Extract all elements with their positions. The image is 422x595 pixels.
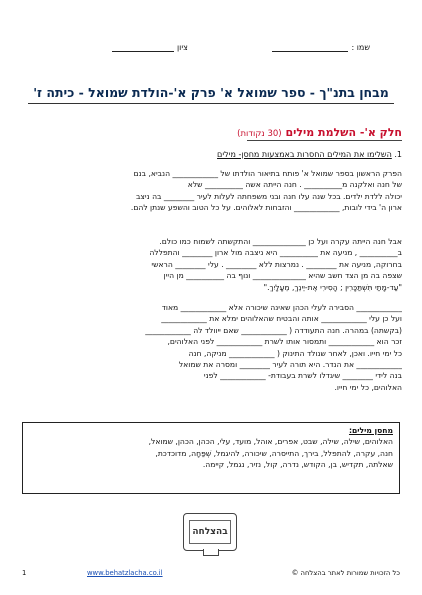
part-points: (30 נקודות) — [237, 129, 282, 139]
paragraph-line: אבל חנה הייתה עקרה ועל כן ______________ והתקשתה לשמוח כמו כולם. — [159, 237, 402, 246]
paragraph-line: של חנה ואלקנה מ__________ . חנה הייתה אשה __________ שלא — [187, 180, 402, 190]
paragraph-2 — [28, 236, 402, 293]
page-number: 1 — [22, 569, 27, 577]
instructions-text: השלימו את המילים החסרות באמצעות מחסן- מילים — [217, 150, 392, 159]
grade-blank-line[interactable] — [112, 41, 174, 52]
logo-text: בהצלחה — [189, 520, 231, 544]
paragraph-line: האלוהים, כל ימי חייו. — [334, 382, 402, 392]
paragraph-line: בנה לידי ________ שיגדלו לשרת בעבודת- ____________ לפני — [203, 371, 402, 381]
question-number: 1. — [394, 150, 402, 159]
paragraph-line: (בקשתה) במהרה. חנה התעודדה ( ____________ שאם ייוולד לה ____________ — [145, 325, 402, 335]
name-blank-line[interactable] — [272, 41, 348, 52]
paragraph-line: יכולה ללדת ילדים. בכל שנה עלו חנה ובני משפחתה לעלות לעיר ________ בה ניצב — [136, 191, 402, 201]
paragraph-line: כל ימי חייו. ואכן, לאחר שנולד התינוק ( ____________ מניקה, חנה — [188, 348, 402, 358]
paragraph-line: ועל כן עלי ____________ אותה והבטיח שהאלוהים ימלא את ____________ — [161, 314, 402, 324]
logo-tab-shape — [203, 549, 219, 556]
part-heading — [237, 126, 402, 139]
page-footer — [22, 569, 400, 579]
paragraph-line: ____________ את הנדר. היא תורה לעיר ________ ומסרה את שמואל — [178, 359, 402, 369]
paragraph-line: שצפה בה מן הצד חשב שהיא ______________ ונוף בה __________ מן היין — [163, 271, 402, 281]
paragraph-line: הפרק הראשון בספר שמואל א' פותח בתיאור הולדתו של ____________ הנביא, בנם — [133, 169, 402, 178]
part-title-text: חלק א'- השלמת מילים — [285, 126, 402, 139]
word-bank-line: האלוהים, שילה, שילה, שבט, אפרים, אוהל, מועד, עלי, הכהן, הכהן, שמואל, — [148, 437, 393, 446]
website-link[interactable]: www.behatzlacha.co.il — [87, 569, 163, 577]
word-bank-title: מחסן מילים: — [348, 426, 393, 435]
paragraph-line: בחרוקה, מניעה את ________ . נמרצות ללא ________ . עלי ________ הראשי — [151, 259, 402, 269]
word-bank-line: שאלתה, תקדיש, בן, הקודש, נדרה, קול, נזיר, נגמל, קיימה. — [202, 460, 393, 469]
grade-field[interactable] — [112, 41, 188, 52]
paragraph-line: ב__________ , מניעה את __________ היא ניצבה מול ארון ________ והתפללה — [149, 248, 402, 258]
word-bank-box — [22, 422, 400, 494]
grade-label: ציון — [177, 43, 188, 52]
part-divider — [247, 140, 402, 141]
name-label: שמו : — [351, 43, 370, 52]
paragraph-line: זכר הוא ____________ ותמסור אותו לשרת ____________ לפני האלוהים, — [167, 337, 402, 347]
title-divider — [28, 103, 394, 104]
question-instructions — [217, 150, 402, 159]
word-bank-line: חנה, עקרה, להתפלל, בירך, התייסרה, שיכורה, להיגמל, שְׁפַּחָה, מדוכדכת, — [155, 448, 393, 458]
name-field[interactable] — [272, 41, 370, 52]
paragraph-line: ארון ה' בידי לובות, ____________ והזבחות לאלוהים. על כל הטוב והשפע שנתן להם. — [130, 203, 402, 213]
paragraph-line: "עַד-מָתַי תִּשְׁתַּכָּרִין ; הָסִירִי אֶת-יֵינֵךְ, מֵעָלָיִךְ." — [263, 282, 402, 292]
paragraph-3 — [28, 302, 402, 393]
student-fields — [22, 41, 400, 55]
paragraph-line: ____________ הסבירה לעלי הכהן שאינה שיכורה אלא ____________ מאוד — [161, 303, 402, 312]
behatzlacha-logo — [183, 513, 237, 551]
paragraph-1 — [28, 168, 402, 214]
exam-title: מבחן בתנ"ך - ספר שמואל א' פרק א'-הולדת שמואל - כיתה ז' — [33, 85, 389, 100]
copyright-text: כל הזכויות שמורות לאתר בהצלחה © — [291, 569, 400, 577]
